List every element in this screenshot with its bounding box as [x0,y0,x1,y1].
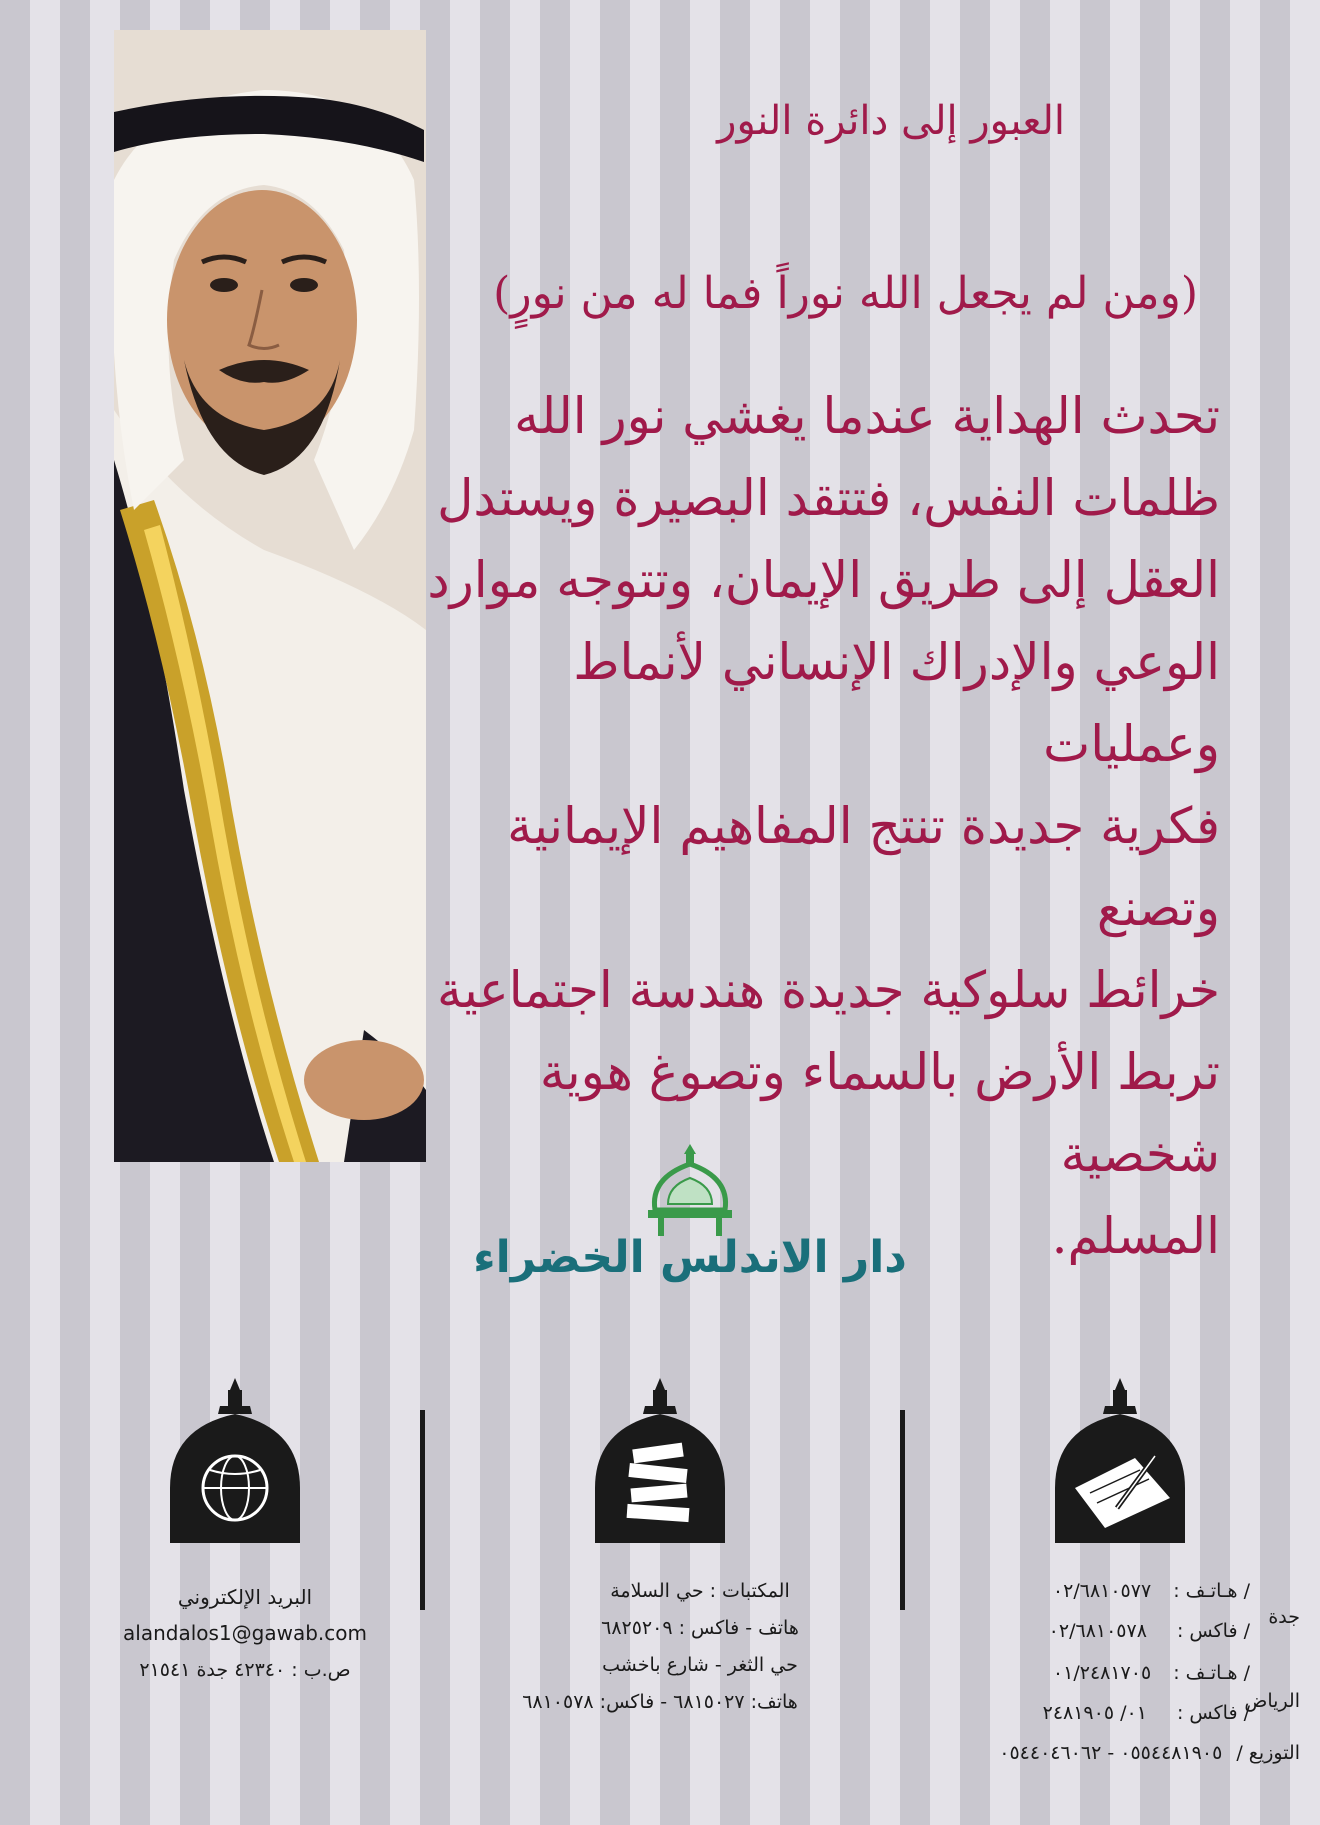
po-box: ص.ب : ٤٢٣٤٠ جدة ٢١٥٤١ [139,1659,351,1681]
books-dome-icon [585,1378,735,1543]
fax-value: ٠٢/٦٨١٠٥٧٨ [1048,1620,1147,1642]
fax-label: / فاكس : [1176,1620,1250,1642]
paragraph-line: العقل إلى طريق الإيمان، وتتوجه موارد [427,551,1220,609]
bookstores-line: المكتبات : حي السلامة [610,1580,790,1602]
column-divider [420,1410,425,1610]
paragraph-line: تحدث الهداية عندما يغشي نور الله [514,387,1220,445]
paragraph-line: الوعي والإدراك الإنساني لأنماط وعمليات [573,633,1220,773]
email-label: البريد الإلكتروني [177,1585,313,1609]
city-label-jeddah: جدة [1268,1606,1300,1628]
contacts-column [930,1580,1300,1820]
email-address[interactable]: alandalos1@gawab.com [123,1621,367,1645]
paragraph-line: تربط الأرض بالسماء وتصوغ هوية شخصية [539,1043,1220,1183]
paragraph-line: فكرية جديدة تنتج المفاهيم الإيمانية وتصنع [507,797,1220,937]
mosque-dome-icon [470,1140,910,1240]
phone-label: / هـاتـف : [1173,1580,1250,1602]
distribution-label: التوزيع / [1236,1742,1300,1764]
contact-row [1053,1580,1250,1602]
author-photo [114,30,426,1162]
paragraph-line: خرائط سلوكية جديدة هندسة اجتماعية [437,961,1220,1019]
column-divider [900,1410,905,1610]
quran-verse: (ومن لم يجعل الله نوراً فما له من نورٍ) [493,268,1198,319]
phone-value: ٠٢/٦٨١٠٥٧٧ [1052,1580,1152,1602]
email-column [110,1585,380,1681]
pen-paper-dome-icon [1045,1378,1195,1543]
city-label-riyadh: الرياض [1244,1690,1300,1712]
page-title: العبور إلى دائرة النور [717,98,1065,144]
distribution-value: ٠٥٥٤٤٨١٩٠٥ - ٠٥٤٤٠٤٦٠٦٢ [999,1742,1223,1764]
publisher-logo [470,1140,910,1300]
bookstores-column [450,1580,870,1713]
contact-row [1049,1620,1250,1642]
bookstores-line: حي الثغر - شارع باخشب [602,1654,798,1676]
phone-value: ٠١/٢٤٨١٧٠٥ [1052,1662,1152,1684]
paragraph-line: ظلمات النفس، فتتقد البصيرة ويستدل [437,469,1220,527]
fax-label: / فاكس : [1176,1702,1250,1724]
bookstores-line: هاتف - فاكس : ٦٨٢٥٢٠٩ [601,1617,799,1639]
contact-row [1053,1662,1250,1684]
contact-row [999,1742,1300,1764]
fax-value: ٠١/ ٢٤٨١٩٠٥ [1042,1702,1147,1724]
publisher-name: دار الاندلس الخضراء [473,1232,907,1283]
author-portrait-illustration [114,30,426,1162]
phone-label: / هـاتـف : [1173,1662,1250,1684]
paragraph-line: المسلم. [1051,1207,1220,1265]
contact-row [1043,1702,1250,1724]
bookstores-line: هاتف: ٦٨١٥٠٢٧ - فاكس: ٦٨١٠٥٧٨ [522,1691,798,1713]
globe-dome-icon [160,1378,310,1543]
